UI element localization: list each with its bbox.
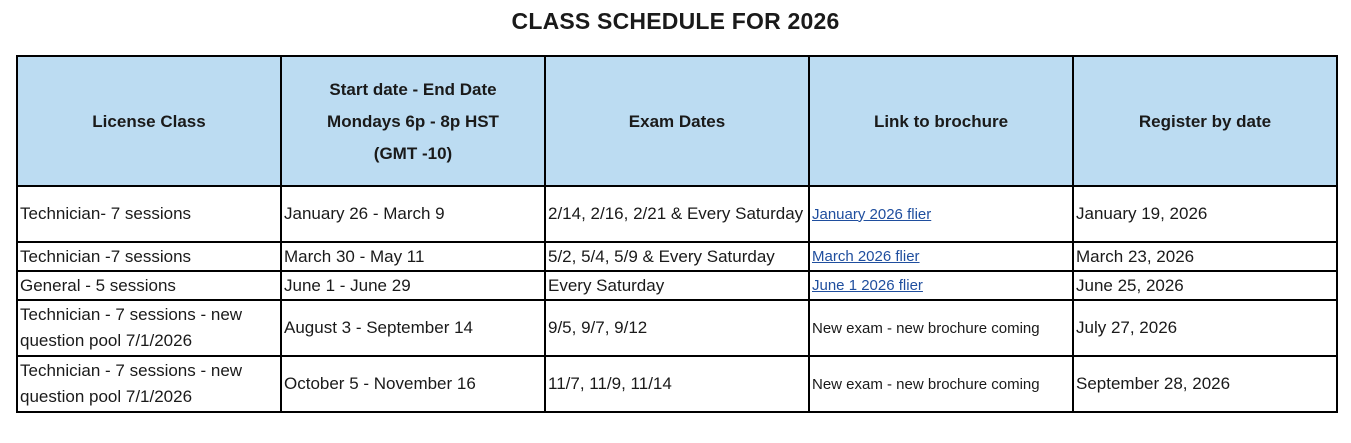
january-flier-link[interactable]: January 2026 flier <box>812 205 932 223</box>
exam-dates-cell: 11/7, 11/9, 11/14 <box>545 356 809 412</box>
brochure-note: New exam - new brochure coming <box>812 375 1040 393</box>
register-by-cell: June 25, 2026 <box>1073 271 1337 300</box>
dates-cell: March 30 - May 11 <box>281 242 545 271</box>
schedule-table <box>16 55 1338 413</box>
dates-cell: June 1 - June 29 <box>281 271 545 300</box>
header-dates <box>281 56 545 186</box>
license-class-cell: Technician - 7 sessions - new question pool 7/1/2026 <box>17 356 281 412</box>
table-row <box>17 186 1337 242</box>
march-flier-link[interactable]: March 2026 flier <box>812 248 920 265</box>
dates-cell: August 3 - September 14 <box>281 300 545 356</box>
header-register-by: Register by date <box>1073 56 1337 186</box>
license-class-cell: Technician- 7 sessions <box>17 186 281 242</box>
header-row <box>17 56 1337 186</box>
register-by-cell: January 19, 2026 <box>1073 186 1337 242</box>
register-by-cell: July 27, 2026 <box>1073 300 1337 356</box>
license-class-cell: General - 5 sessions <box>17 271 281 300</box>
table-row <box>17 271 1337 300</box>
header-dates-line-2: Mondays 6p - 8p HST <box>327 111 499 131</box>
dates-cell: October 5 - November 16 <box>281 356 545 412</box>
brochure-cell <box>809 242 1073 271</box>
header-dates-line-3: (GMT -10) <box>373 143 453 163</box>
header-dates-line-1: Start date - End Date <box>329 79 497 99</box>
table-row <box>17 242 1337 271</box>
register-by-cell: September 28, 2026 <box>1073 356 1337 412</box>
page-title: CLASS SCHEDULE FOR 2026 <box>511 8 840 34</box>
brochure-cell <box>809 356 1073 412</box>
header-license-class: License Class <box>17 56 281 186</box>
table-row <box>17 300 1337 356</box>
exam-dates-cell: 9/5, 9/7, 9/12 <box>545 300 809 356</box>
license-class-cell: Technician - 7 sessions - new question pool 7/1/2026 <box>17 300 281 356</box>
license-class-cell: Technician -7 sessions <box>17 242 281 271</box>
header-exam-dates: Exam Dates <box>545 56 809 186</box>
exam-dates-cell: 2/14, 2/16, 2/21 & Every Saturday <box>545 186 809 242</box>
brochure-cell <box>809 271 1073 300</box>
brochure-cell <box>809 186 1073 242</box>
exam-dates-cell: 5/2, 5/4, 5/9 & Every Saturday <box>545 242 809 271</box>
register-by-cell: March 23, 2026 <box>1073 242 1337 271</box>
table-row <box>17 356 1337 412</box>
exam-dates-cell: Every Saturday <box>545 271 809 300</box>
june-flier-link[interactable]: June 1 2026 flier <box>812 277 923 294</box>
brochure-cell <box>809 300 1073 356</box>
brochure-note: New exam - new brochure coming <box>812 319 1040 337</box>
header-brochure: Link to brochure <box>809 56 1073 186</box>
dates-cell: January 26 - March 9 <box>281 186 545 242</box>
